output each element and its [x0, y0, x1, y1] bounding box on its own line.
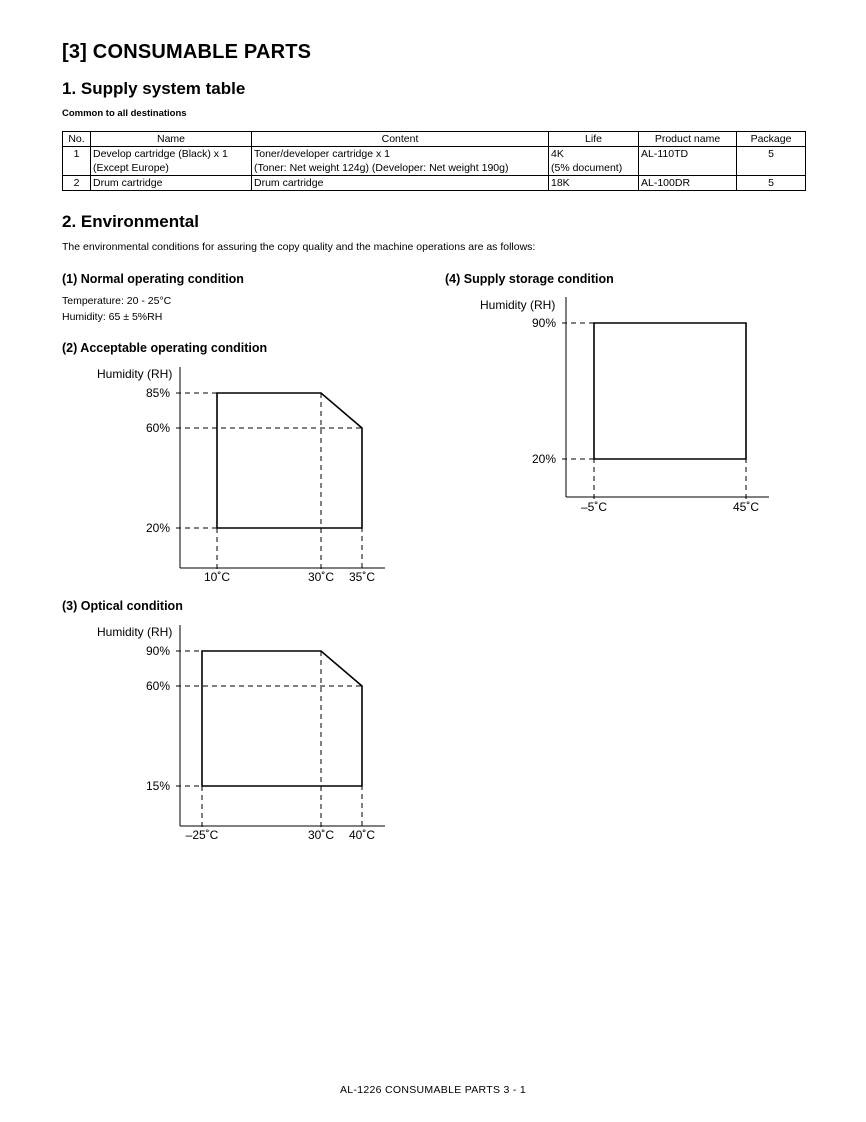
cell-life: 18K — [549, 176, 639, 191]
optical-x-tick-label: 40˚C — [348, 828, 376, 842]
cell-line: (Except Europe) — [93, 162, 169, 174]
section-title-supply: 1. Supply system table — [62, 79, 246, 98]
cell-no: 1 — [63, 147, 91, 176]
acceptable-x-tick-label: 10˚C — [203, 570, 231, 584]
acceptable-y-tick-label: 20% — [145, 521, 170, 535]
acceptable-y-tick-label: 60% — [145, 421, 170, 435]
acceptable-y-tick-label: 85% — [145, 386, 170, 400]
acceptable-condition-title: (2) Acceptable operating condition — [62, 341, 268, 355]
cell-line: 4K — [551, 148, 564, 160]
cell-content: Drum cartridge — [252, 176, 549, 191]
acceptable-x-tick-label: 35˚C — [348, 570, 376, 584]
acceptable-y-axis-label: Humidity (RH) — [97, 367, 173, 381]
storage-y-tick-label: 90% — [531, 316, 556, 330]
cell-package: 5 — [737, 176, 806, 191]
chapter-title: [3] CONSUMABLE PARTS — [62, 41, 312, 63]
header-package: Package — [737, 132, 806, 147]
storage-condition-region — [594, 323, 746, 459]
optical-y-axis-label: Humidity (RH) — [97, 625, 173, 639]
cell-product: AL-100DR — [639, 176, 737, 191]
normal-condition-title: (1) Normal operating condition — [62, 272, 244, 286]
cell-name: Drum cartridge — [91, 176, 252, 191]
page-footer: AL-1226 CONSUMABLE PARTS 3 - 1 — [339, 1084, 526, 1096]
cell-line: (5% document) — [551, 162, 623, 174]
section-title-environmental: 2. Environmental — [62, 212, 199, 231]
storage-y-axis-label: Humidity (RH) — [480, 298, 556, 312]
optical-y-tick-label: 90% — [145, 644, 170, 658]
optical-condition-title: (3) Optical condition — [62, 599, 183, 613]
environmental-intro: The environmental conditions for assuring the copy quality and the machine operations are as follows: — [62, 241, 536, 253]
header-content: Content — [252, 132, 549, 147]
cell-no: 2 — [63, 176, 91, 191]
optical-x-tick-label: 30˚C — [307, 828, 335, 842]
storage-condition-title: (4) Supply storage condition — [445, 272, 614, 286]
storage-y-tick-label: 20% — [531, 452, 556, 466]
table-caption: Common to all destinations — [62, 108, 187, 119]
optical-y-tick-label: 60% — [145, 679, 170, 693]
header-name: Name — [91, 132, 252, 147]
optical-x-tick-label: –25˚C — [185, 828, 219, 842]
cell-line: Toner/developer cartridge x 1 — [254, 148, 390, 160]
acceptable-condition-region — [217, 393, 362, 528]
normal-temperature: Temperature: 20 - 25°C — [62, 295, 172, 307]
storage-x-tick-label: 45˚C — [732, 500, 760, 514]
header-product-name: Product name — [639, 132, 737, 147]
cell-line: Develop cartridge (Black) x 1 — [93, 148, 228, 160]
acceptable-x-tick-label: 30˚C — [307, 570, 335, 584]
optical-y-tick-label: 15% — [145, 779, 170, 793]
storage-x-tick-label: –5˚C — [580, 500, 608, 514]
normal-humidity: Humidity: 65 ± 5%RH — [62, 311, 163, 323]
cell-product: AL-110TD — [639, 147, 737, 176]
cell-line: (Toner: Net weight 124g) (Developer: Net weight 190g) — [254, 162, 509, 174]
cell-package: 5 — [737, 147, 806, 176]
header-life: Life — [549, 132, 639, 147]
optical-condition-region — [202, 651, 362, 786]
header-no: No. — [63, 132, 91, 147]
